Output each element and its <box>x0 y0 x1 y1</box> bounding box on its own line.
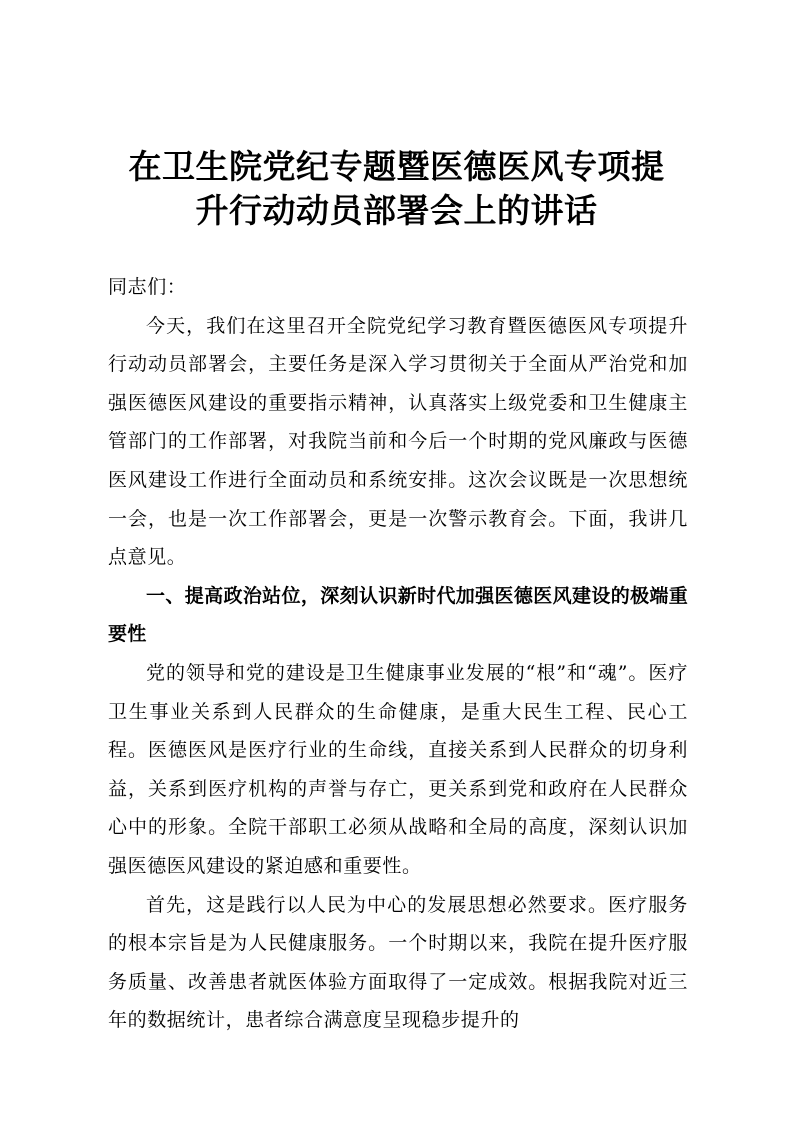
section-heading-1: 一、提高政治站位，深刻认识新时代加强医德医风建设的极端重要性 <box>108 584 688 646</box>
paragraph-party-leadership: 党的领导和党的建设是卫生健康事业发展的“根”和“魂”。医疗卫生事业关系到人民群众的生命健康，是重大民生工程、民心工程。医德医风是医疗行业的生命线，直接关系到人民群众的切身利益，关系到医疗机构的声誉与存亡，更关系到党和政府在人民群众心中的形象。全院干部职工必须从战略和全局的高度，深刻认识加强医德医风建设的紧迫感和重要性。 <box>108 661 688 877</box>
title-line-1: 在卫生院党纪专题暨医德医风专项提 <box>128 147 665 186</box>
document-title <box>100 145 693 233</box>
paragraph-opening: 今天，我们在这里召开全院党纪学习教育暨医德医风专项提升行动动员部署会，主要任务是深入学习贯彻关于全面从严治党和加强医德医风建设的重要指示精神，认真落实上级党委和卫生健康主管部门的工作部署，对我院当前和今后一个时期的党风廉政与医德医风建设工作进行全面动员和系统安排。这次会议既是一次思想统一会，也是一次工作部署会，更是一次警示教育会。下面，我讲几点意见。 <box>108 314 688 569</box>
title-line-2: 升行动动员部署会上的讲话 <box>195 191 598 230</box>
paragraph-first-point: 首先，这是践行以人民为中心的发展思想必然要求。医疗服务的根本宗旨是为人民健康服务。一个时期以来，我院在提升医疗服务质量、改善患者就医体验方面取得了一定成效。根据我院对近三年的数据统计，患者综合满意度呈现稳步提升的 <box>108 893 688 1032</box>
salutation: 同志们： <box>108 276 187 298</box>
document-body <box>108 268 688 1040</box>
